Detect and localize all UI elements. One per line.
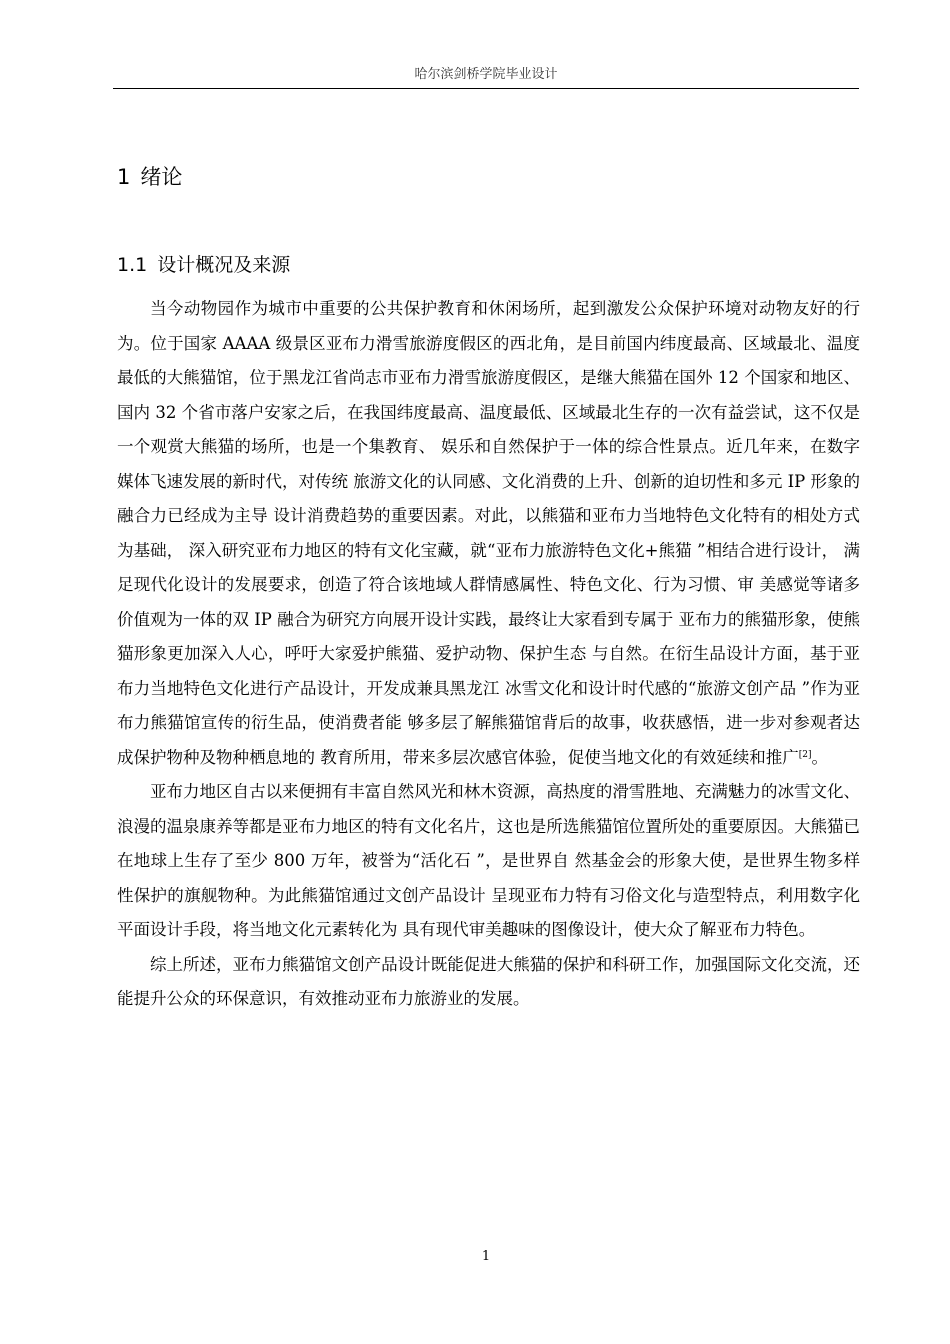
paragraph-text: 综上所述，亚布力熊猫馆文创产品设计既能促进大熊猫的保护和科研工作，加强国际文化交流，还能提升公众的环保意识，有效推动亚布力旅游业的发展。 <box>117 954 860 1008</box>
header-rule <box>113 88 859 89</box>
page-header: 哈尔滨剑桥学院毕业设计 <box>414 67 558 82</box>
body-text <box>117 292 860 1017</box>
paragraph-text: 亚布力地区自古以来便拥有丰富自然风光和林木资源，高热度的滑雪胜地、充满魅力的冰雪文化、浪漫的温泉康养等都是亚布力地区的特有文化名片，这也是所选熊猫馆位置所处的重要原因。大熊猫已在地球上生存了至少 800 万年，被誉为“活化石 ”，是世界自 然基金会的形象大使，是世界生物多样性保护的旗舰物种。为此熊猫馆通过文创产品设计 呈现亚布力特有习俗文化与造型特点，利用数字化平面设计手段，将当地文化元素转化为 具有现代审美趣味的图像设计，使大众了解亚布力特色。 <box>117 782 860 939</box>
chapter-heading <box>117 163 182 191</box>
chapter-title: 绪论 <box>140 165 183 189</box>
section-heading <box>117 252 290 278</box>
section-title: 设计概况及来源 <box>157 254 291 276</box>
section-number: 1.1 <box>117 254 148 276</box>
citation-reference[interactable]: [2] <box>798 749 812 760</box>
paragraph <box>117 948 860 1017</box>
page-number: 1 <box>481 1249 491 1264</box>
chapter-number: 1 <box>117 165 131 189</box>
paragraph <box>117 292 860 775</box>
paragraph <box>117 775 860 948</box>
paragraph-text: 当今动物园作为城市中重要的公共保护教育和休闲场所，起到激发公众保护环境对动物友好的行为。位于国家 AAAA 级景区亚布力滑雪旅游度假区的西北角，是目前国内纬度最高、区域最北、温度最低的大熊猫馆，位于黑龙江省尚志市亚布力滑雪旅游度假区，是继大熊猫在国外 12 个国家和地区、国内 32 个省市落户安家之后，在我国纬度最高、温度最低、区域最北生存的一次有益尝试，这不仅是一个观赏大熊猫的场所，也是一个集教育、 娱乐和自然保护于一体的综合性景点。近几年来，在数字媒体飞速发展的新时代，对传统 旅游文化的认同感、文化消费的上升、创新的迫切性和多元 IP 形象的融合力已经成为主导 设计消费趋势的重要因素。对此，以熊猫和亚布力当地特色文化特有的相处方式为基础， 深入研究亚布力地区的特有文化宝藏，就“亚布力旅游特色文化+熊猫 ”相结合进行设计， 满足现代化设计的发展要求，创造了符合该地域人群情感属性、特色文化、行为习惯、审 美感觉等诸多价值观为一体的双 IP 融合为研究方向展开设计实践，最终让大家看到专属于 亚布力的熊猫形象，使熊猫形象更加深入人心，呼吁大家爱护熊猫、爱护动物、保护生态 与自然。在衍生品设计方面，基于亚布力当地特色文化进行产品设计，开发成兼具黑龙江 冰雪文化和设计时代感的“旅游文创产品 ”作为亚布力熊猫馆宣传的衍生品，使消费者能 够多层了解熊猫馆背后的故事，收获感悟，进一步对参观者达成保护物种及物种栖息地的 教育所用，带来多层次感官体验，促使当地文化的有效延续和推广 <box>117 299 860 767</box>
paragraph-tail: 。 <box>811 747 828 767</box>
